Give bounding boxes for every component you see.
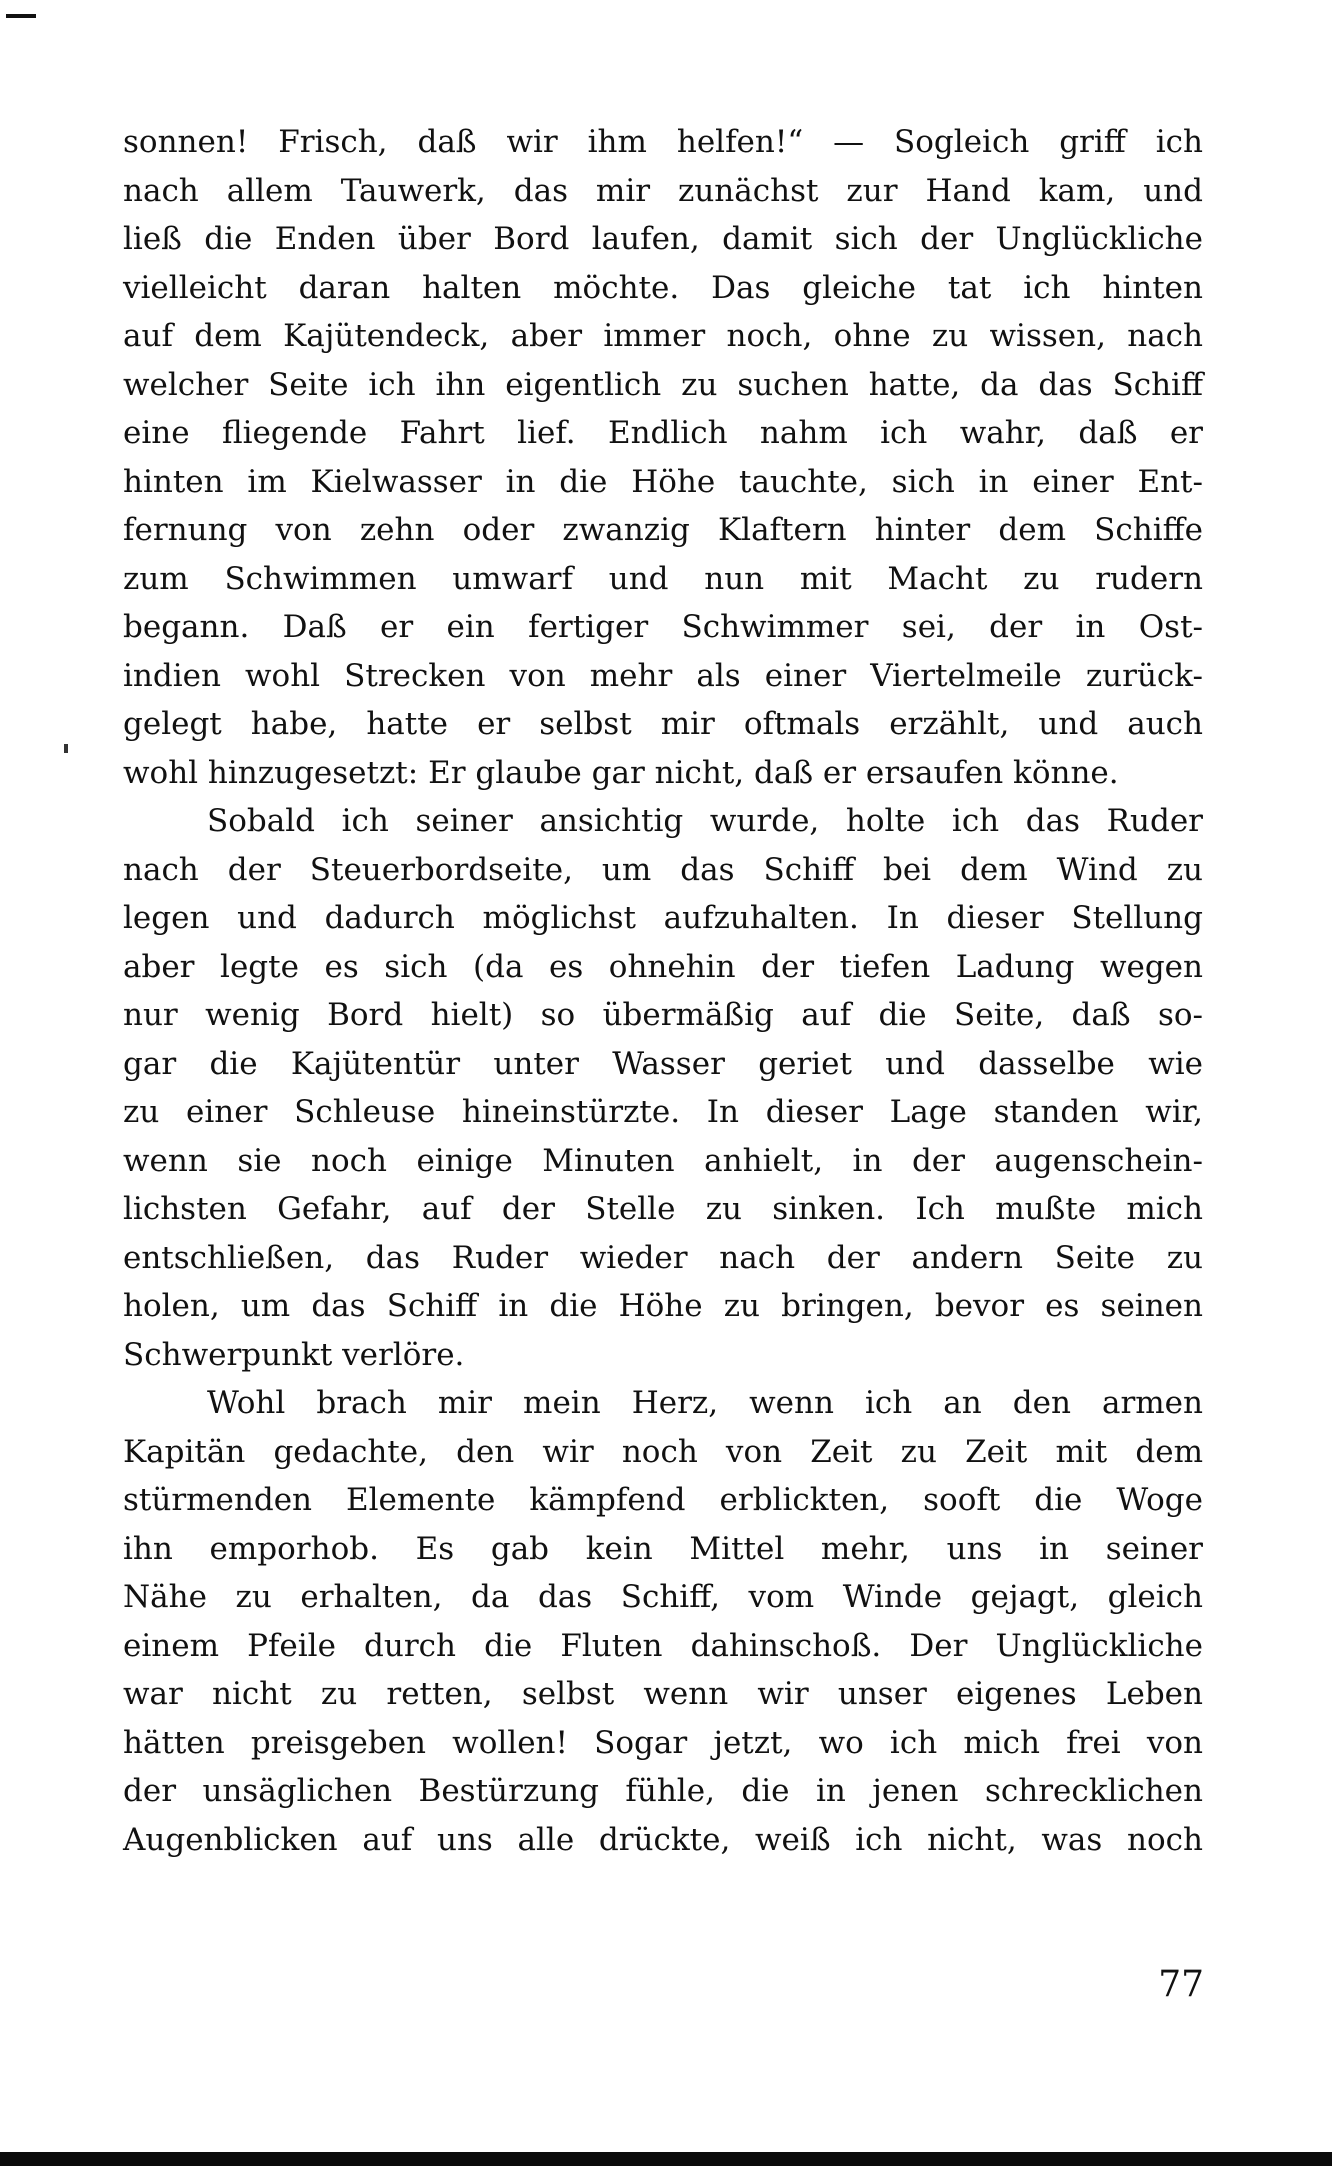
text-line: fernung von zehn oder zwanzig Klaftern hinter dem Schiffe <box>123 512 1203 548</box>
text-line: entschließen, das Ruder wieder nach der andern Seite zu <box>123 1239 1203 1276</box>
text-line: auf dem Kajütendeck, aber immer noch, ohne zu wissen, nach <box>123 318 1203 354</box>
text-line: Wohl brach mir mein Herz, wenn ich an den armen <box>207 1385 1203 1421</box>
text-line: nach der Steuerbordseite, um das Schiff bei dem Wind zu <box>123 851 1203 888</box>
text-line: sonnen! Frisch, daß wir ihm helfen!“ — Sogleich griff ich <box>123 124 1203 160</box>
paragraph-3 <box>123 1379 1203 1864</box>
text-line: legen und dadurch möglichst aufzuhalten. In dieser Stellung <box>123 900 1203 936</box>
text-line: zum Schwimmen umwarf und nun mit Macht zu rudern <box>123 560 1203 597</box>
text-line: aber legte es sich (da es ohnehin der tiefen Ladung wegen <box>123 948 1203 985</box>
body-text <box>123 118 1203 1864</box>
page-number: 77 <box>1158 1964 1204 2005</box>
text-line: Kapitän gedachte, den wir noch von Zeit zu Zeit mit dem <box>123 1433 1203 1470</box>
text-line: holen, um das Schiff in die Höhe zu bringen, bevor es seinen <box>123 1288 1203 1324</box>
text-line: Sobald ich seiner ansichtig wurde, holte ich das Ruder <box>207 803 1203 839</box>
text-line: Nähe zu erhalten, da das Schiff, vom Winde gejagt, gleich <box>123 1579 1203 1615</box>
text-line: Schwerpunkt verlöre. <box>123 1336 465 1373</box>
text-line: nur wenig Bord hielt) so übermäßig auf die Seite, daß so- <box>123 997 1203 1033</box>
text-line: wenn sie noch einige Minuten anhielt, in der augenschein- <box>123 1142 1203 1179</box>
text-line: Augenblicken auf uns alle drückte, weiß ich nicht, was noch <box>123 1821 1203 1858</box>
text-line: nach allem Tauwerk, das mir zunächst zur Hand kam, und <box>123 172 1203 209</box>
text-line: begann. Daß er ein fertiger Schwimmer sei, der in Ost- <box>123 609 1203 645</box>
text-line: gar die Kajütentür unter Wasser geriet und dasselbe wie <box>123 1045 1203 1082</box>
scan-bottom-edge <box>0 2152 1332 2166</box>
text-line: ließ die Enden über Bord laufen, damit sich der Unglückliche <box>123 221 1203 257</box>
text-line: eine fliegende Fahrt lief. Endlich nahm ich wahr, daß er <box>123 415 1203 451</box>
text-line: vielleicht daran halten möchte. Das gleiche tat ich hinten <box>123 269 1203 306</box>
text-line: gelegt habe, hatte er selbst mir oftmals erzählt, und auch <box>123 706 1203 742</box>
margin-speck <box>64 744 68 753</box>
text-line: hätten preisgeben wollen! Sogar jetzt, wo ich mich frei von <box>123 1724 1203 1761</box>
paragraph-2 <box>123 797 1203 1379</box>
text-line: indien wohl Strecken von mehr als einer Viertelmeile zurück- <box>123 657 1203 694</box>
text-line: lichsten Gefahr, auf der Stelle zu sinken. Ich mußte mich <box>123 1191 1203 1227</box>
text-line: hinten im Kielwasser in die Höhe tauchte, sich in einer Ent- <box>123 463 1203 500</box>
paragraph-1 <box>123 118 1203 797</box>
text-line: wohl hinzugesetzt: Er glaube gar nicht, daß er ersaufen könne. <box>123 754 1119 791</box>
text-line: war nicht zu retten, selbst wenn wir unser eigenes Leben <box>123 1676 1203 1712</box>
text-line: einem Pfeile durch die Fluten dahinschoß. Der Unglückliche <box>123 1627 1203 1664</box>
text-line: ihn emporhob. Es gab kein Mittel mehr, uns in seiner <box>123 1530 1203 1567</box>
text-line: welcher Seite ich ihn eigentlich zu suchen hatte, da das Schiff <box>123 366 1203 403</box>
scan-edge-mark <box>6 14 36 18</box>
text-line: zu einer Schleuse hineinstürzte. In dieser Lage standen wir, <box>123 1094 1203 1130</box>
text-line: stürmenden Elemente kämpfend erblickten, sooft die Woge <box>123 1482 1203 1518</box>
text-line: der unsäglichen Bestürzung fühle, die in jenen schrecklichen <box>123 1773 1203 1809</box>
